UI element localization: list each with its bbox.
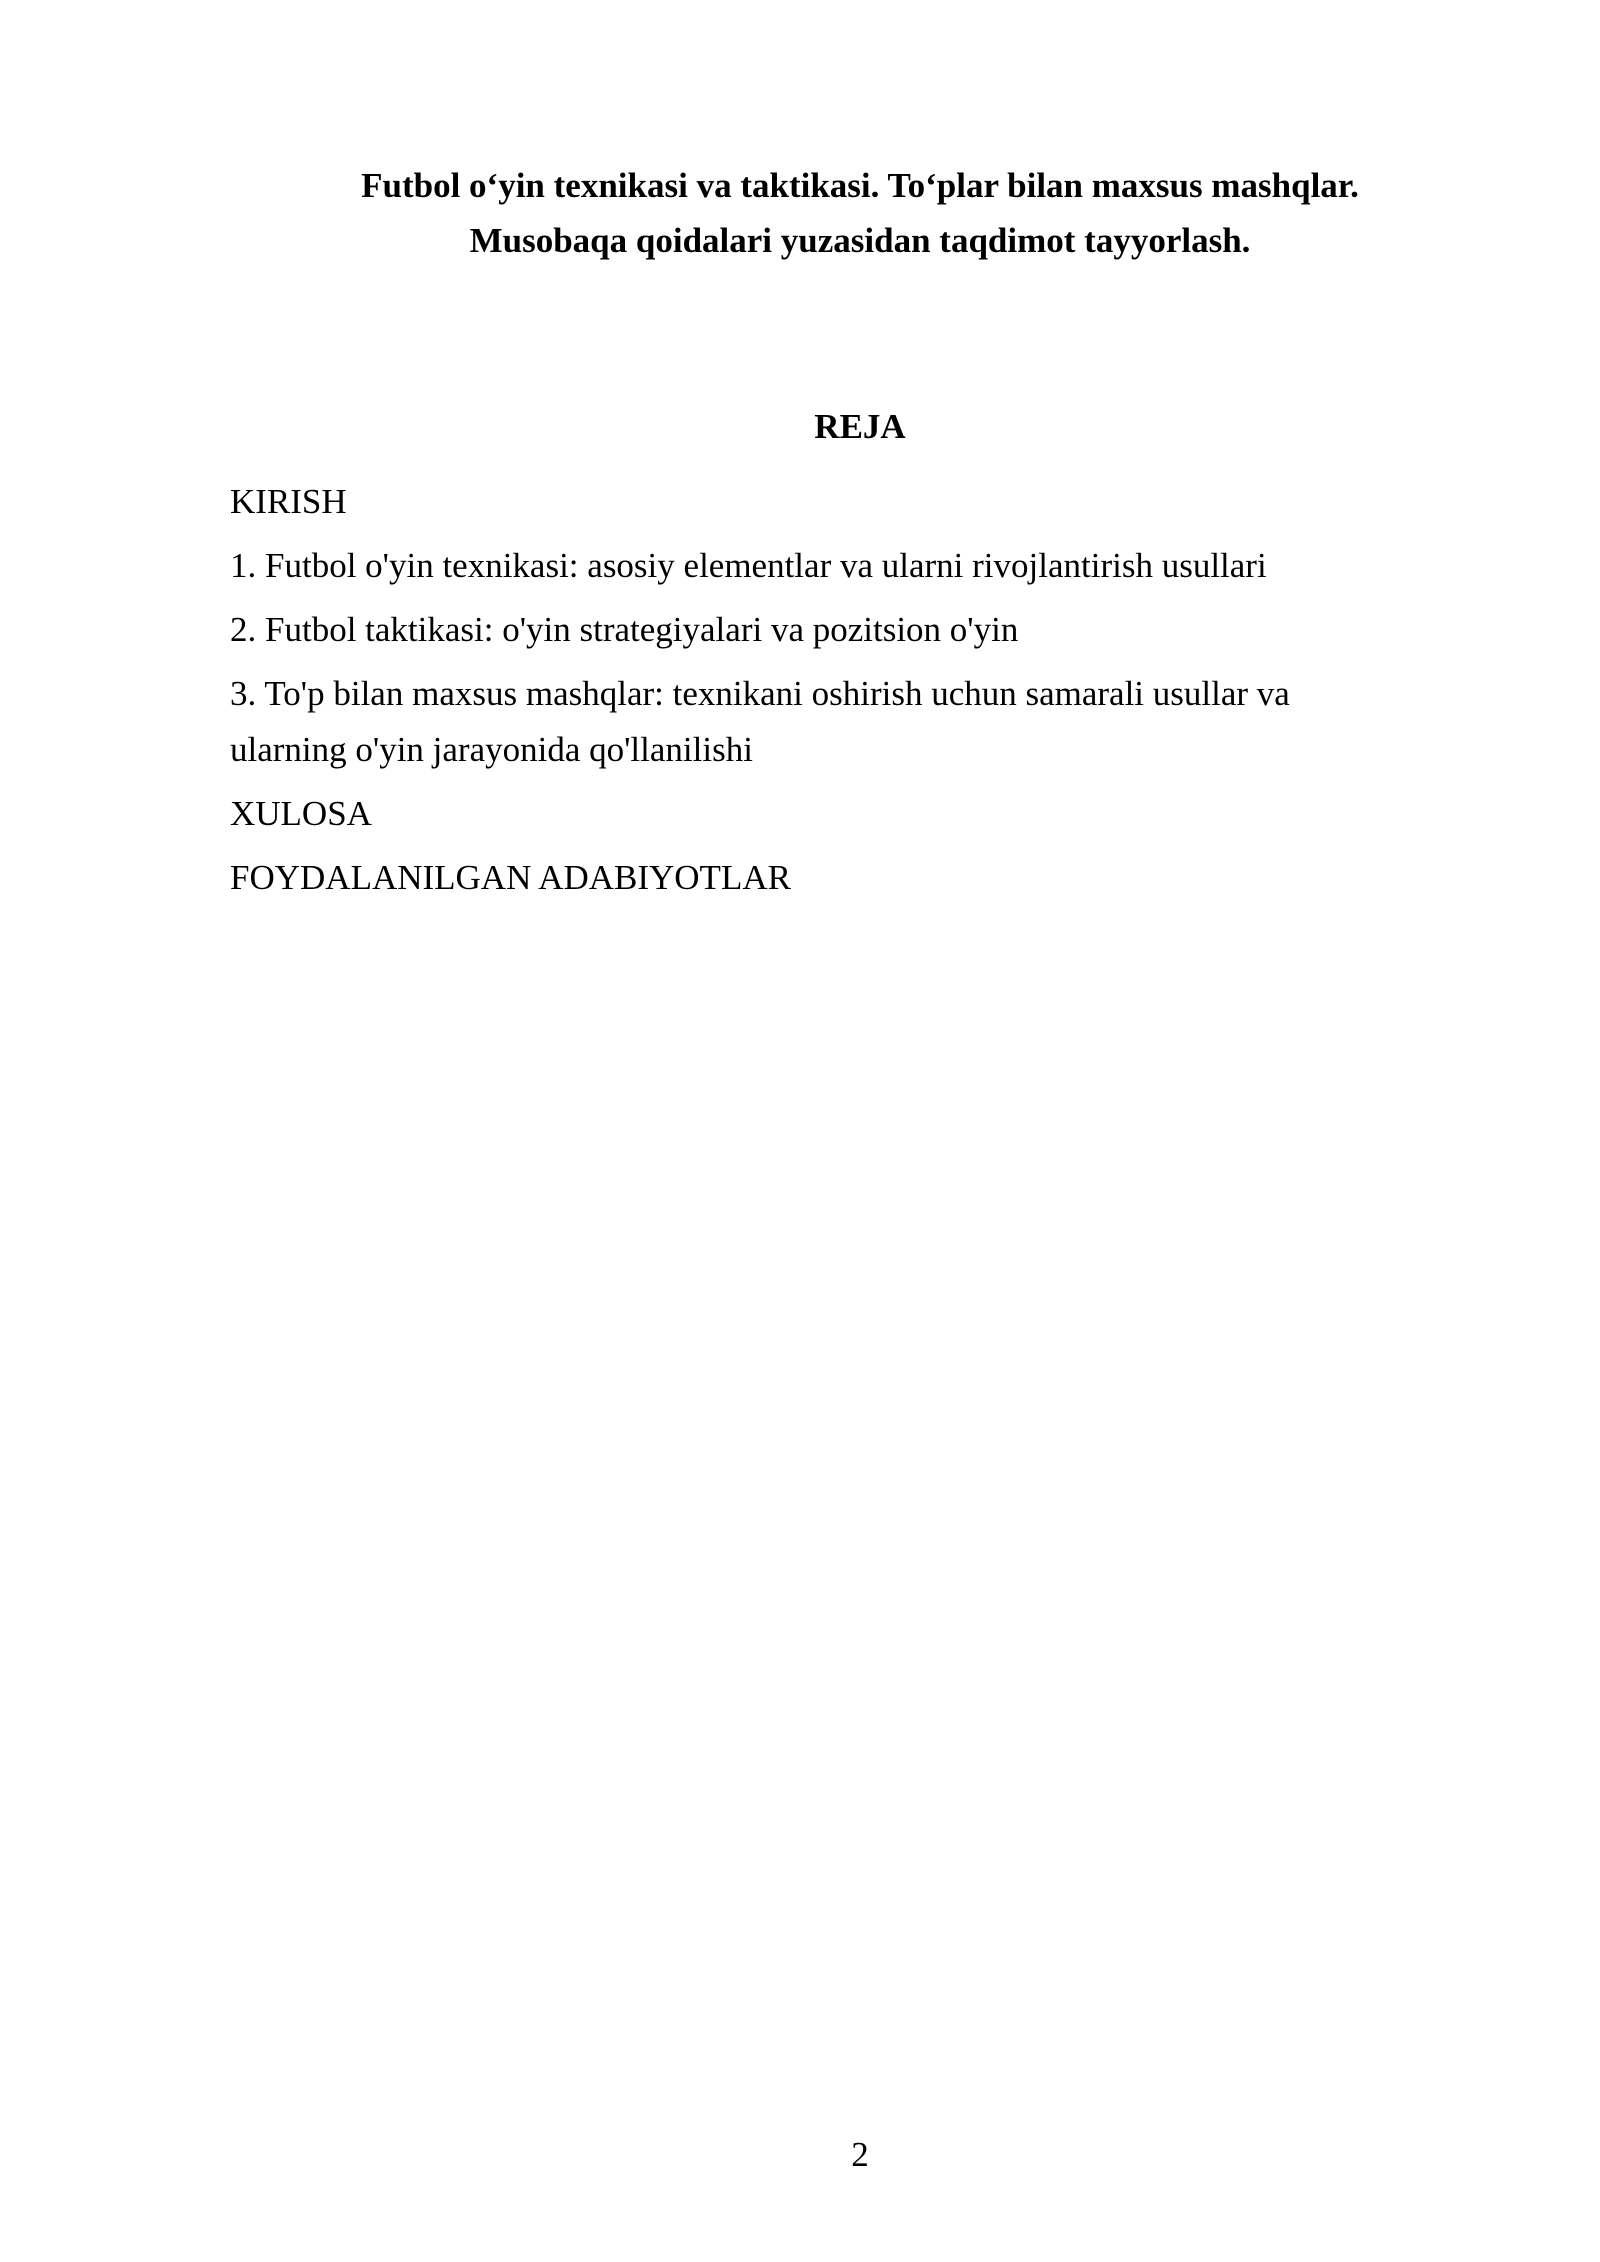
plan-heading: REJA [814, 407, 906, 446]
plan-item-1: 1. Futbol o'yin texnikasi: asosiy elementlar va ularni rivojlantirish usullari [230, 546, 1267, 585]
page-number: 2 [851, 2135, 869, 2174]
title-line-2: Musobaqa qoidalari yuzasidan taqdimot tayyorlash. [469, 221, 1251, 260]
plan-list [230, 474, 1410, 914]
plan-item-references: FOYDALANILGAN ADABIYOTLAR [230, 858, 791, 897]
document-title [230, 158, 1490, 268]
plan-item-conclusion: XULOSA [230, 794, 372, 833]
title-line-1: Futbol o‘yin texnikasi va taktikasi. To‘plar bilan maxsus mashqlar. [361, 166, 1359, 205]
plan-item-3: 3. To'p bilan maxsus mashqlar: texnikani oshirish uchun samarali usullar va ularning o'yin jarayonida qo'llanilishi [230, 674, 1290, 769]
plan-item-introduction: KIRISH [230, 482, 347, 521]
plan-item-2: 2. Futbol taktikasi: o'yin strategiyalari va pozitsion o'yin [230, 610, 1019, 649]
